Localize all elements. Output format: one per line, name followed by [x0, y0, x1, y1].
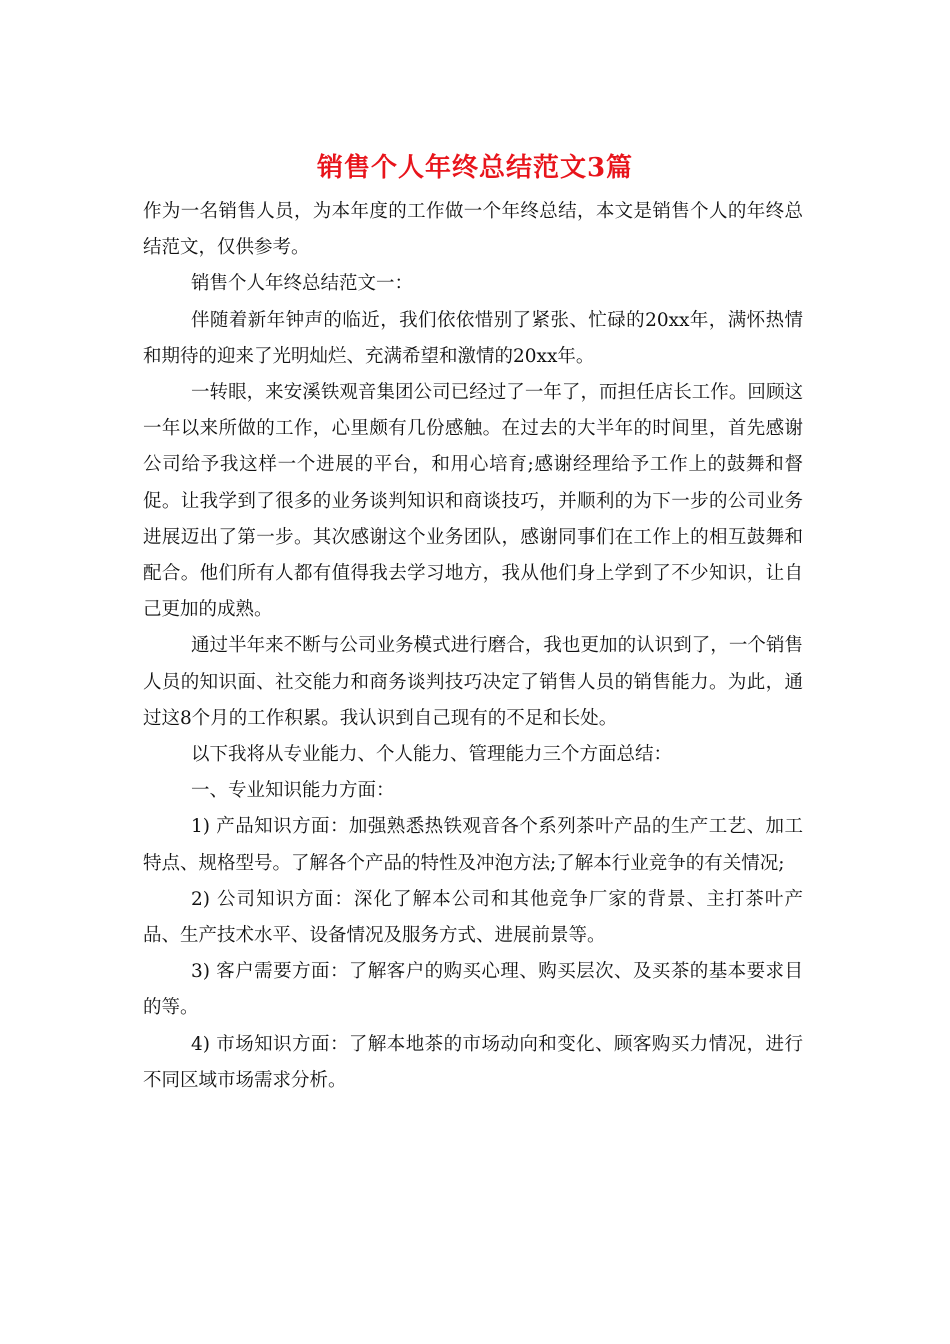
document-title: 销售个人年终总结范文3篇	[316, 153, 634, 183]
list-item: 3) 客户需要方面：了解客户的购买心理、购买层次、及买茶的基本要求目的等。	[143, 961, 803, 1019]
list-item: 1) 产品知识方面：加强熟悉热铁观音各个系列茶叶产品的生产工艺、加工特点、规格型号。了解各个产品的特性及冲泡方法;了解本行业竞争的有关情况;	[143, 816, 803, 874]
list-item: 4) 市场知识方面：了解本地茶的市场动向和变化、顾客购买力情况，进行不同区域市场需求分析。	[143, 1033, 803, 1091]
paragraph: 一转眼，来安溪铁观音集团公司已经过了一年了，而担任店长工作。回顾这一年以来所做的工作，心里颇有几份感触。在过去的大半年的时间里，首先感谢公司给予我这样一个进展的平台，和用心培育;感谢经理给予工作上的鼓舞和督促。让我学到了很多的业务谈判知识和商谈技巧，并顺利的为下一步的公司业务进展迈出了第一步。其次感谢这个业务团队，感谢同事们在工作上的相互鼓舞和配合。他们所有人都有值得我去学习地方，我从他们身上学到了不少知识，让自己更加的成熟。	[143, 382, 803, 621]
paragraph: 通过半年来不断与公司业务模式进行磨合，我也更加的认识到了，一个销售人员的知识面、社交能力和商务谈判技巧决定了销售人员的销售能力。为此，通过这8个月的工作积累。我认识到自己现有的不足和长处。	[143, 635, 803, 729]
list-item: 2) 公司知识方面：深化了解本公司和其他竞争厂家的背景、主打茶叶产品、生产技术水平、设备情况及服务方式、进展前景等。	[143, 888, 803, 947]
paragraph: 伴随着新年钟声的临近，我们依依惜别了紧张、忙碌的20xx年，满怀热情和期待的迎来了光明灿烂、充满希望和激情的20xx年。	[143, 309, 803, 367]
paragraph: 以下我将从专业能力、个人能力、管理能力三个方面总结：	[191, 744, 673, 766]
paragraph-subheading: 一、专业知识能力方面：	[191, 780, 395, 802]
document-body	[143, 194, 803, 1099]
paragraph-intro: 作为一名销售人员，为本年度的工作做一个年终总结，本文是销售个人的年终总结范文，仅供参考。	[143, 201, 803, 259]
paragraph-section-heading: 销售个人年终总结范文一：	[191, 273, 414, 295]
